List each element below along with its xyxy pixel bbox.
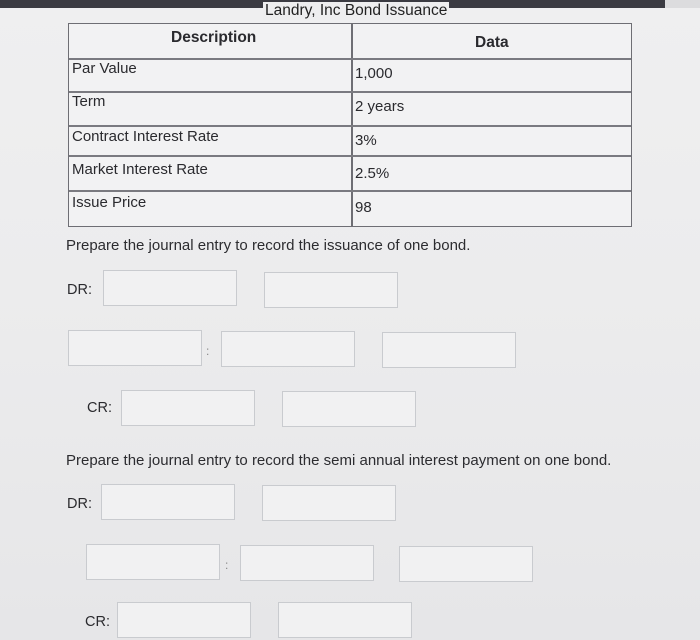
top-bar-edge <box>665 0 700 8</box>
issuance-dr-account-input[interactable] <box>103 270 237 306</box>
interest-dr-account-input[interactable] <box>101 484 235 520</box>
issuance-cr-account-input[interactable] <box>121 390 255 426</box>
issuance-cr-amount-input[interactable] <box>282 391 416 427</box>
issuance-cr-label: CR: <box>87 400 112 416</box>
row-label-term: Term <box>72 93 106 110</box>
row-divider <box>69 125 631 127</box>
interest-extra-credit-input[interactable] <box>399 546 533 582</box>
row-label-par-value: Par Value <box>72 60 137 77</box>
issuance-prompt: Prepare the journal entry to record the issuance of one bond. <box>66 237 471 254</box>
issuance-extra-debit-input[interactable] <box>221 331 355 367</box>
interest-cr-amount-input[interactable] <box>278 602 412 638</box>
row-label-issue-price: Issue Price <box>72 194 147 211</box>
issuance-extra-account-input[interactable] <box>68 330 202 366</box>
interest-prompt: Prepare the journal entry to record the semi annual interest payment on one bond. <box>66 452 612 469</box>
row-divider <box>69 91 631 93</box>
interest-dr-amount-input[interactable] <box>262 485 396 521</box>
row-value-market-rate: 2.5% <box>355 165 390 182</box>
bond-data-table <box>68 23 632 227</box>
separator: : <box>206 344 210 358</box>
interest-extra-account-input[interactable] <box>86 544 220 580</box>
row-value-par-value: 1,000 <box>355 65 393 82</box>
issuance-dr-amount-input[interactable] <box>264 272 398 308</box>
interest-dr-label: DR: <box>67 496 92 512</box>
interest-extra-debit-input[interactable] <box>240 545 374 581</box>
header-description: Description <box>171 29 257 46</box>
interest-cr-account-input[interactable] <box>117 602 251 638</box>
interest-cr-label: CR: <box>85 614 110 630</box>
row-value-issue-price: 98 <box>355 199 372 216</box>
issuance-dr-label: DR: <box>67 282 92 298</box>
row-label-contract-rate: Contract Interest Rate <box>72 128 219 145</box>
row-value-contract-rate: 3% <box>355 132 377 149</box>
row-value-term: 2 years <box>355 98 405 115</box>
separator: : <box>225 558 229 572</box>
row-divider <box>69 58 631 60</box>
table-title: Landry, Inc Bond Issuance <box>265 2 448 19</box>
row-divider <box>69 155 631 157</box>
header-data: Data <box>475 34 509 51</box>
row-label-market-rate: Market Interest Rate <box>72 161 208 178</box>
row-divider <box>69 190 631 192</box>
issuance-extra-credit-input[interactable] <box>382 332 516 368</box>
